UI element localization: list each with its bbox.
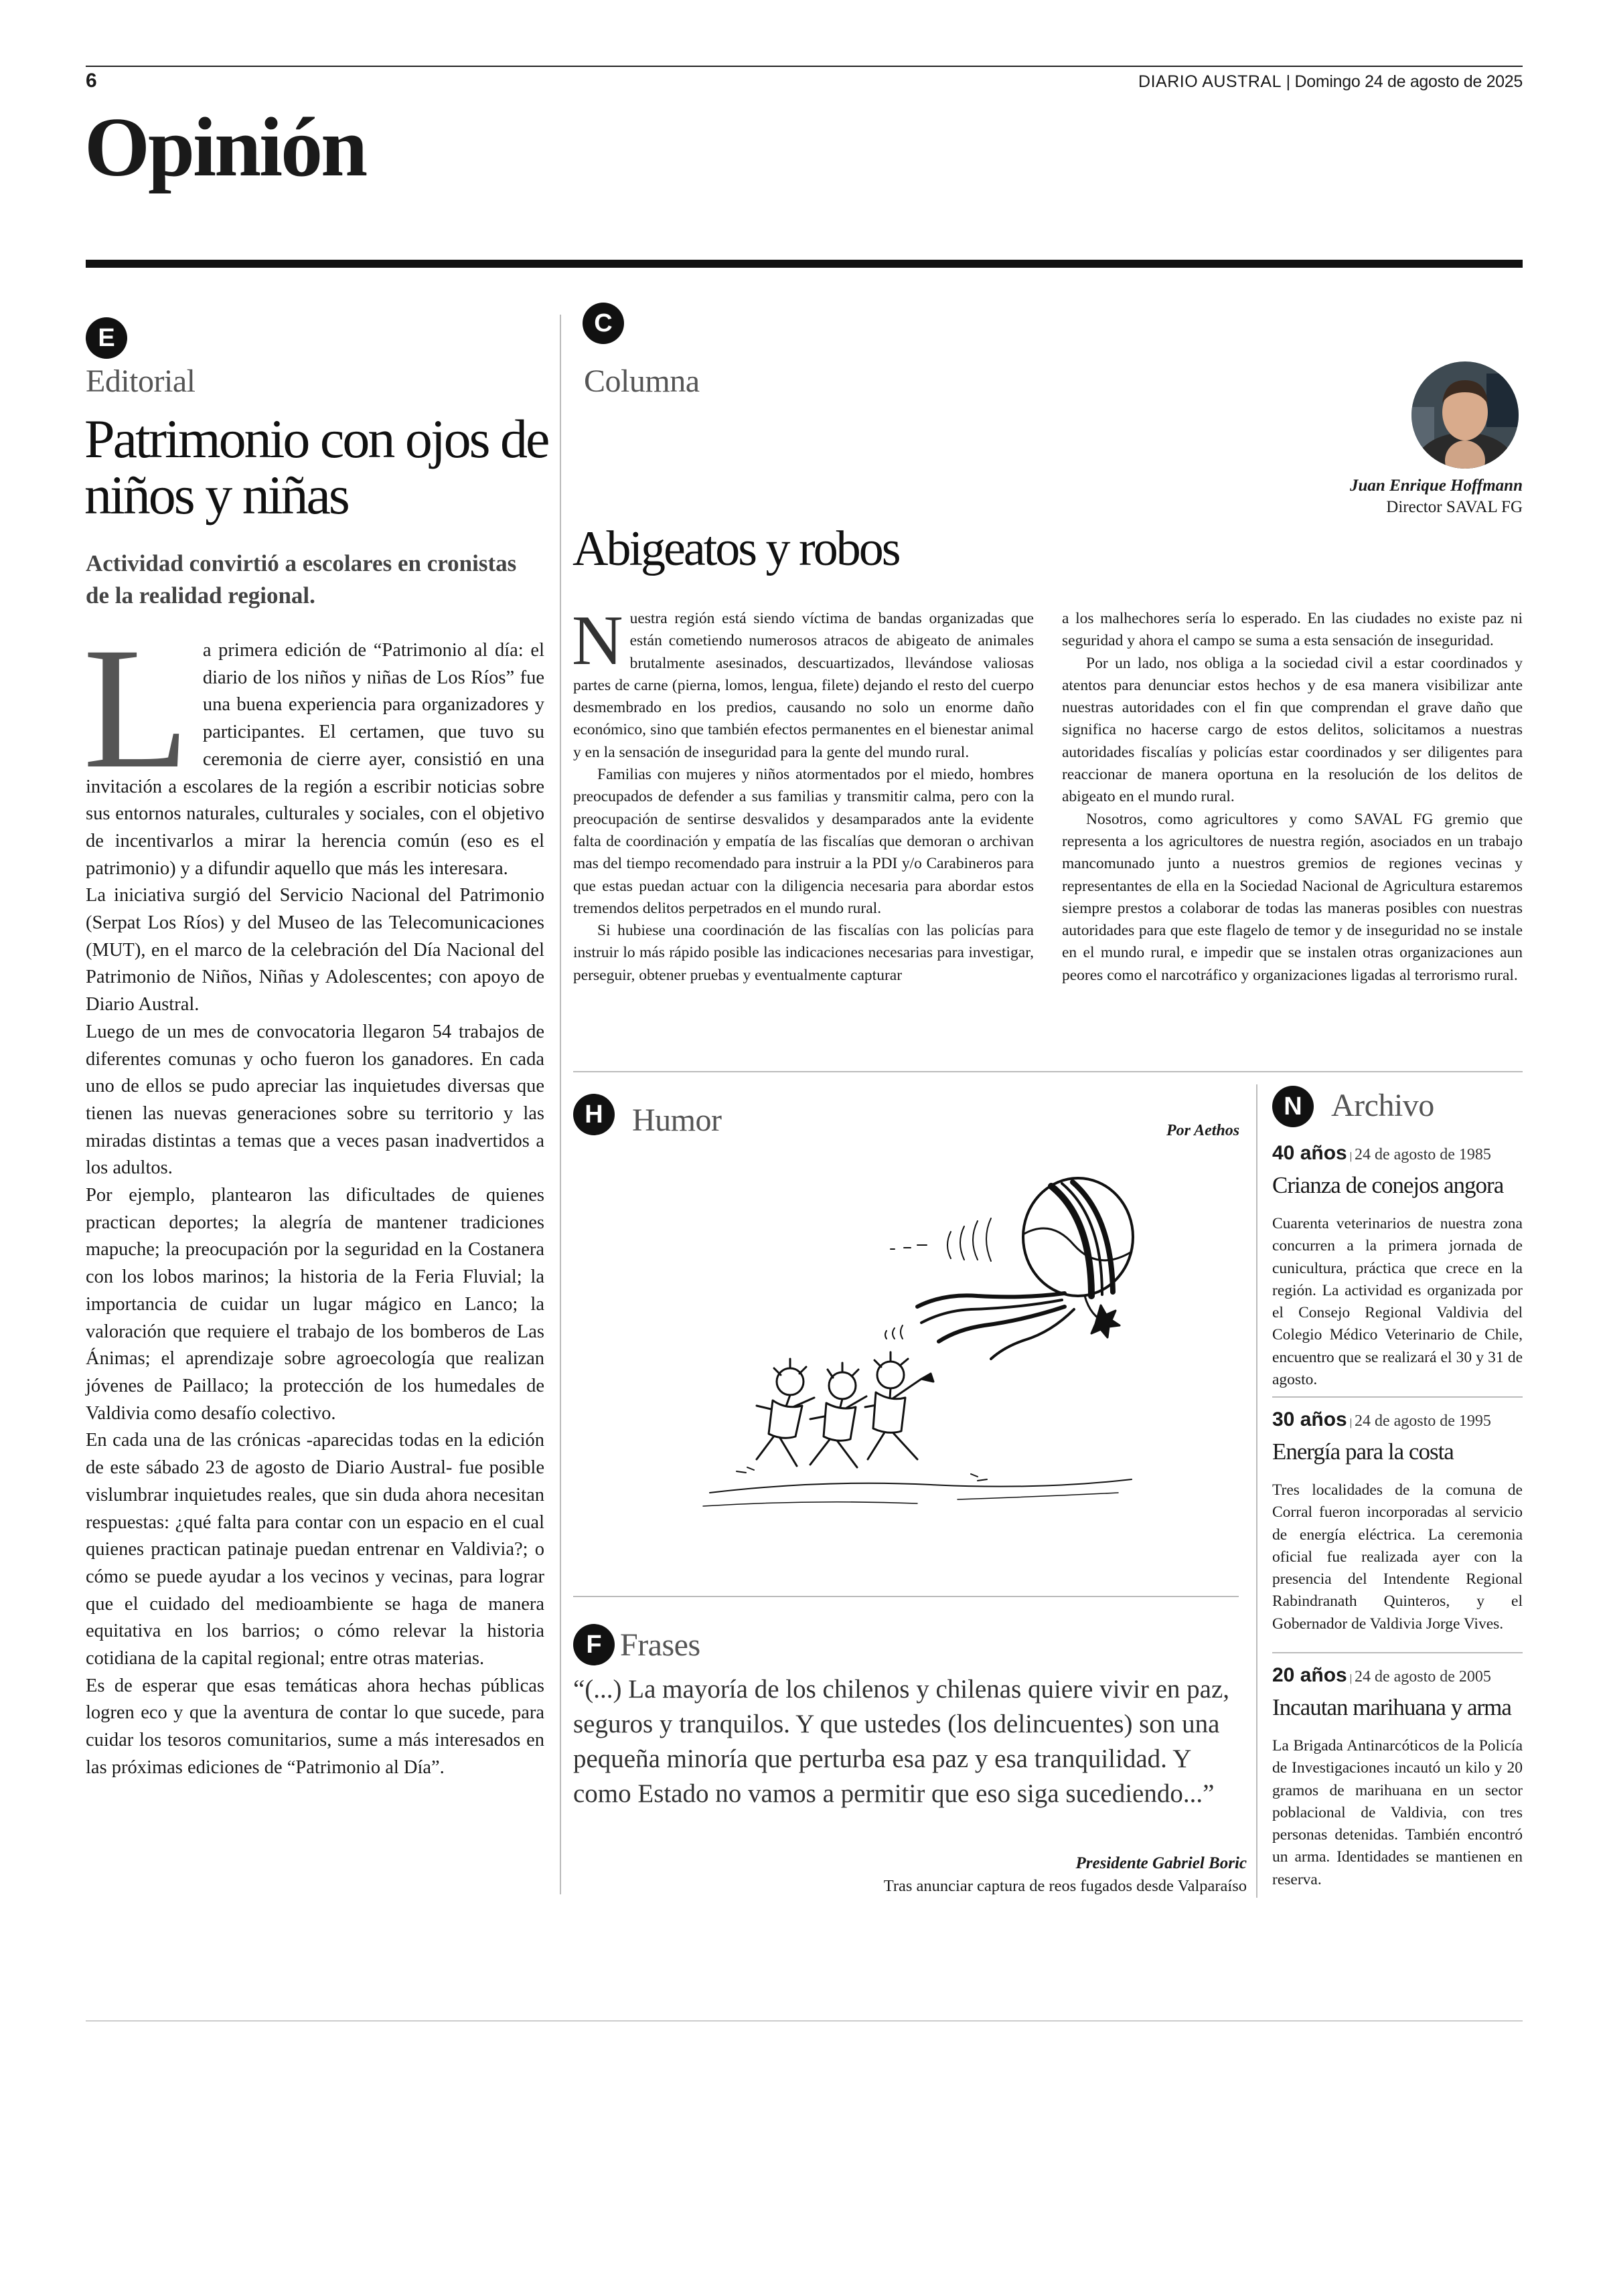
editorial-paragraph: a primera edición de “Patrimonio al día: el diario de los niños y niñas de Los Ríos” fue una buena experiencia para organizadores y participantes. El certamen, que tuvo su ceremonia de cierre ayer, consistió en una invitación a escolares de la región a escribir noticias sobre sus entornos naturales, culturales y sociales, con el objetivo de incentivarlos a mirar la herencia común (eso es el patrimonio) y a difundir aquello que más les interesara. — [86, 640, 544, 879]
archive-rule — [1272, 1396, 1523, 1398]
frases-context: Tras anunciar captura de reos fugados desde Valparaíso — [883, 1877, 1247, 1895]
editorial-paragraph: La iniciativa surgió del Servicio Nacional del Patrimonio (Serpat Los Ríos) y del Museo de las Telecomunicaciones (MUT), en el marco de la celebración del Día Nacional del Patrimonio de Niños, Niñas y Adolescentes; con apoyo de Diario Austral. — [86, 885, 544, 1015]
masthead: DIARIO AUSTRAL | Domingo 24 de agosto de 2025 — [1138, 72, 1523, 91]
cartoon-illustration — [690, 1165, 1172, 1540]
editorial-paragraph: Luego de un mes de convocatoria llegaron 54 trabajos de diferentes comunas y ocho fueron los ganadores. En cada uno de ellos se pudo apreciar las inquietudes diversas que tienen las nuevas generaciones sobre su territorio y las miradas distintas a temas que a veces pasan inadvertidos a los adultos. — [86, 1021, 544, 1179]
archive-badge: N — [1272, 1086, 1314, 1127]
editorial-badge: E — [86, 317, 127, 359]
column-body-col2 — [1062, 608, 1523, 987]
column-author: Juan Enrique Hoffmann — [1350, 477, 1523, 495]
column-paragraph: Por un lado, nos obliga a la sociedad civil a estar coordinados y atentos para denunciar estos hechos y de esa manera visibilizar ante nuestras autoridades con el fin que comprendan el grave daño que significa no hacerse cargo de estos delitos, solicitamos a nuestras autoridades fiscalías y policías estar coordinados y ser diligentes para reaccionar de manera oportuna en la resolución de los delitos de abigeato en el mundo rural. — [1062, 654, 1523, 806]
archive-headline: Incautan marihuana y arma — [1272, 1694, 1511, 1720]
humor-credit: Por Aethos — [1166, 1122, 1240, 1139]
archive-date: 24 de agosto de 2005 — [1354, 1668, 1491, 1686]
column-headline: Abigeatos y robos — [572, 521, 899, 576]
editorial-kicker: Editorial — [86, 363, 196, 399]
editorial-headline: Patrimonio con ojos de niños y niñas — [84, 408, 548, 525]
issue-date: Domingo 24 de agosto de 2025 — [1294, 72, 1523, 91]
humor-bottom-rule — [573, 1596, 1239, 1597]
newspaper-name: DIARIO AUSTRAL — [1138, 72, 1282, 91]
editorial-paragraph: En cada una de las crónicas -aparecidas todas en la edición de este sábado 23 de agosto de Diario Austral- fue posible vislumbrar inquietudes reales, que sin duda ahora necesitan respuestas: ¿qué falta para contar con un espacio en el cual quienes practican patinaje puedan entrenar en Valdivia?; o cómo se puede ayudar a los vecinos y vecinas, para lograr que el cuidado del medioambiente se haga de manera equitativa en los barrios; o cómo relevar la historia cotidiana de la capital regional; entre otras materias. — [86, 1430, 544, 1669]
column-kicker: Columna — [584, 363, 700, 399]
column-paragraph: Si hubiese una coordinación de las fiscalías con las policías para instruir lo más rápido posible las indicaciones necesarias para investigar, perseguir, obtener pruebas y eventualmente capturar — [573, 922, 1034, 984]
section-rule — [86, 260, 1523, 268]
editorial-deck: Actividad convirtió a escolares en cronistas de la realidad regional. — [86, 550, 517, 608]
archive-years: 40 años — [1272, 1142, 1347, 1164]
humor-kicker: Humor — [632, 1102, 722, 1138]
column-paragraph: Nosotros, como agricultores y como SAVAL FG gremio que representa a los agricultores de nuestra región, asociados en un trabajo mancomunado junto a nuestros gremios de regiones vecinas y representantes de ella en la Sociedad Nacional de Agricultura estaremos siempre prestos a colaborar de todas las maneras posibles con nuestras autoridades para que este flagelo de temor y de inseguridad no se instale en el mundo rural, e impedir que se instalen otras organizaciones aun peores como el narcotráfico y organizaciones ligadas al terrorismo rural. — [1062, 810, 1523, 984]
archive-divider — [1256, 1084, 1257, 1898]
archive-body: Tres localidades de la comuna de Corral fueron incorporadas al servicio de energía eléctrica. La ceremonia oficial fue realizada ayer con la presencia del Intendente Regional Rabindranath Quinteros, y el Gobernador de Valdivia Jorge Vives. — [1272, 1481, 1523, 1633]
editorial-paragraph: Por ejemplo, plantearon las dificultades de quienes practican deportes; la alegría de mantener tradiciones mapuche; la preocupación por la seguridad en la Costanera con los lobos marinos; la historia de la Feria Fluvial; la importancia de cuidar un lugar mágico en Lanco; la valoración que requiere el trabajo de los bomberos de Las Ánimas; el aprendizaje sobre agroecología que realizan jóvenes de Paillaco; la protección de los humedales de Valdivia como desafío colectivo. — [86, 1185, 544, 1424]
author-photo — [1407, 360, 1523, 470]
archive-headline: Energía para la costa — [1272, 1439, 1454, 1465]
archive-headline: Crianza de conejos angora — [1272, 1172, 1504, 1198]
frases-badge: F — [573, 1624, 615, 1665]
column-badge: C — [583, 303, 624, 344]
editorial-paragraph: Es de esperar que esas temáticas ahora hechas públicas logren eco y que la aventura de contar lo que sucede, para cuidar los tesoros comunitarios, sume a más interesados en las próximas ediciones de “Patrimonio al Día”. — [86, 1675, 544, 1778]
archive-date: 24 de agosto de 1985 — [1354, 1146, 1491, 1163]
archive-years: 30 años — [1272, 1408, 1347, 1430]
frases-quote: “(...) La mayoría de los chilenos y chilenas quiere vivir en paz, seguros y tranquilos. Y que ustedes (los delincuentes) son una pequeña minoría que perturba esa paz y esa tranquilidad. Y como Estado no vamos a permitir que eso siga sucediendo...” — [573, 1675, 1230, 1808]
archive-date: 24 de agosto de 1995 — [1354, 1412, 1491, 1430]
archive-item: 40 años | 24 de agosto de 1985 Crianza de conejos angora Cuarenta veterinarios de nuestra zona concurren a la primera jornada de cunicultura, práctica que crece en la región. La actividad es organizada por el Consejo Regional Valdivia del Colegio Médico Veterinario de Chile, encuentro que se realizará el 30 y 31 de agosto. — [1272, 1142, 1523, 1391]
humor-badge: H — [573, 1094, 615, 1135]
header-rule — [86, 66, 1523, 67]
column-author-role: Director SAVAL FG — [1386, 498, 1523, 516]
column-paragraph: Familias con mujeres y niños atormentados por el miedo, hombres preocupados de defender a sus familias y transmitir calma, pero con la preocupación de sentirse desvalidos y desamparados ante la evidente falta de coordinación y empatía de las fiscalías que demoran o archivan mas del tiempo recomendado para instruir a la PDI y/o Carabineros para que estas puedan actuar con la diligencia necesaria para abordar estos tremendos delitos perpetrados en el mundo rural. — [573, 766, 1034, 917]
editorial-body — [83, 612, 544, 1782]
page-number: 6 — [86, 70, 97, 92]
frases-kicker: Frases — [620, 1627, 700, 1663]
column-dropcap: N — [572, 601, 623, 679]
section-title: Opinión — [84, 101, 366, 194]
footer-rule — [86, 2020, 1523, 2022]
archive-item: 20 años | 24 de agosto de 2005 Incautan marihuana y arma La Brigada Antinarcóticos de la Policía de Investigaciones incautó un kilo y 20 gramos de marihuana en un sector poblacional de Valdivia, con tres personas detenidas. También encontró un arma. Identidades se mantienen en reserva. — [1272, 1664, 1523, 1891]
column-paragraph: a los malhechores sería lo esperado. En las ciudades no existe paz ni seguridad y ahora el campo se suma a esta sensación de inseguridad. — [1062, 610, 1523, 650]
column-body-col1 — [572, 601, 1034, 987]
frases-speaker: Presidente Gabriel Boric — [1075, 1854, 1247, 1872]
archive-kicker: Archivo — [1331, 1088, 1434, 1123]
column-divider — [560, 315, 561, 1894]
column-paragraph: uestra región está siendo víctima de bandas organizadas que están cometiendo numerosos atracos de abigeato de animales brutalmente asesinados, descuartizados, llevándose valiosas partes de carne (pierna, lomos, lengua, filete) dejando el resto del cuerpo desmembrado en los predios, causando no solo un enorme daño económico, sino que también efectos permanentes en el bienestar animal y en la sensación de inseguridad para la gente del mundo rural. — [573, 610, 1034, 761]
archive-body: Cuarenta veterinarios de nuestra zona concurren a la primera jornada de cunicultura, práctica que crece en la región. La actividad es organizada por el Consejo Regional Valdivia del Colegio Médico Veterinario de Chile, encuentro que se realizará el 30 y 31 de agosto. — [1272, 1215, 1523, 1389]
archive-item: 30 años | 24 de agosto de 1995 Energía para la costa Tres localidades de la comuna de Corral fueron incorporadas al servicio de energía eléctrica. La ceremonia oficial fue realizada ayer con la presencia del Intendente Regional Rabindranath Quinteros, y el Gobernador de Valdivia Jorge Vives. — [1272, 1408, 1523, 1635]
column-bottom-rule — [573, 1071, 1523, 1072]
archive-years: 20 años — [1272, 1664, 1347, 1686]
archive-rule — [1272, 1652, 1523, 1653]
archive-body: La Brigada Antinarcóticos de la Policía de Investigaciones incautó un kilo y 20 gramos de marihuana en un sector poblacional de Valdivia, con tres personas detenidas. También encontró un arma. Identidades se mantienen en reserva. — [1272, 1737, 1523, 1888]
editorial-dropcap: L — [83, 612, 189, 805]
